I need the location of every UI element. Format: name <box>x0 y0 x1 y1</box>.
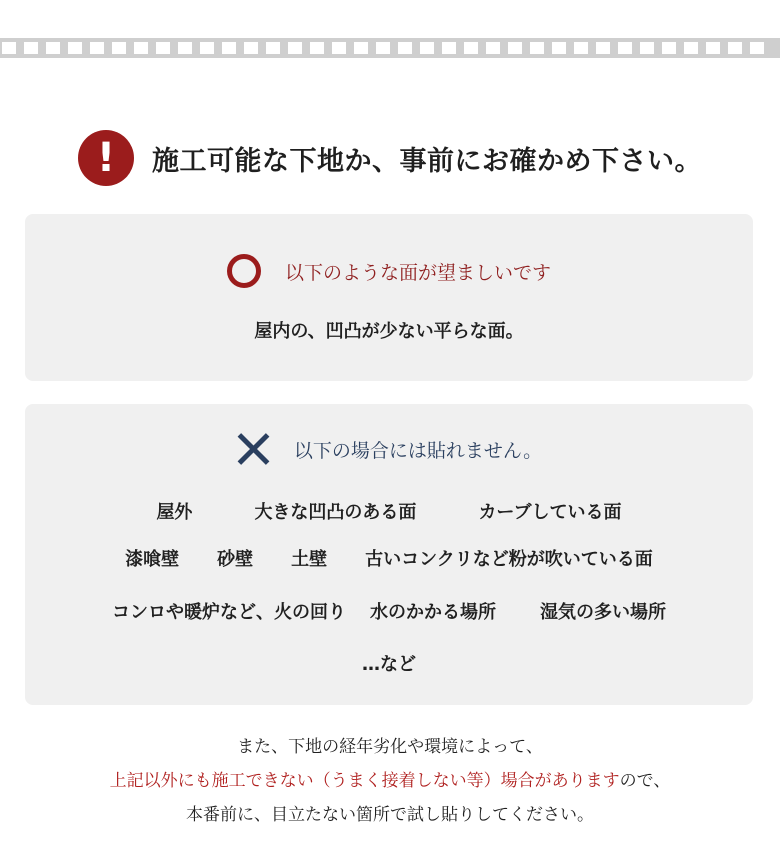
ng-row <box>25 545 753 571</box>
ng-item: 屋外 <box>156 502 193 523</box>
footer-line <box>0 764 780 798</box>
ng-item: 湿気の多い場所 <box>540 602 666 623</box>
footer-line: また、下地の経年劣化や環境によって、 <box>237 737 543 757</box>
ng-row <box>25 650 753 676</box>
ok-card-title <box>25 254 753 288</box>
heading-text: 施工可能な下地か、事前にお確かめ下さい。 <box>152 145 702 177</box>
ng-item: …など <box>362 654 416 675</box>
footer-warning-text: 上記以外にも施工できない（うまく接着しない等）場合があります <box>109 771 620 791</box>
ok-card <box>25 214 753 381</box>
ng-item: コンロや暖炉など、火の回り <box>112 602 346 623</box>
ok-description: 屋内の、凹凸が少ない平らな面。 <box>254 321 524 342</box>
ng-item: 古いコンクリなど粉が吹いている面 <box>365 549 653 570</box>
ng-item: 漆喰壁 <box>125 549 180 570</box>
film-strip-divider <box>0 38 780 58</box>
ng-item: カーブしている面 <box>478 502 622 523</box>
ng-row <box>25 598 753 624</box>
ok-title-text: 以下のような面が望ましいです <box>284 261 551 284</box>
cross-icon <box>236 432 270 466</box>
ng-card <box>25 404 753 705</box>
page-heading <box>0 130 780 186</box>
ng-item: 大きな凹凸のある面 <box>254 502 417 523</box>
circle-icon <box>227 254 261 288</box>
footer-text: ので、 <box>619 771 671 791</box>
footer-line: 本番前に、目立たない箇所で試し貼りしてください。 <box>186 805 594 825</box>
ng-card-title <box>25 432 753 466</box>
footer-note <box>0 730 780 832</box>
exclamation-icon: ! <box>78 130 134 186</box>
ng-title-text: 以下の場合には貼れません。 <box>293 439 543 462</box>
ng-item: 水のかかる場所 <box>370 602 496 623</box>
ng-row <box>25 498 753 524</box>
ng-item: 砂壁 <box>217 549 254 570</box>
ng-item: 土壁 <box>291 549 328 570</box>
